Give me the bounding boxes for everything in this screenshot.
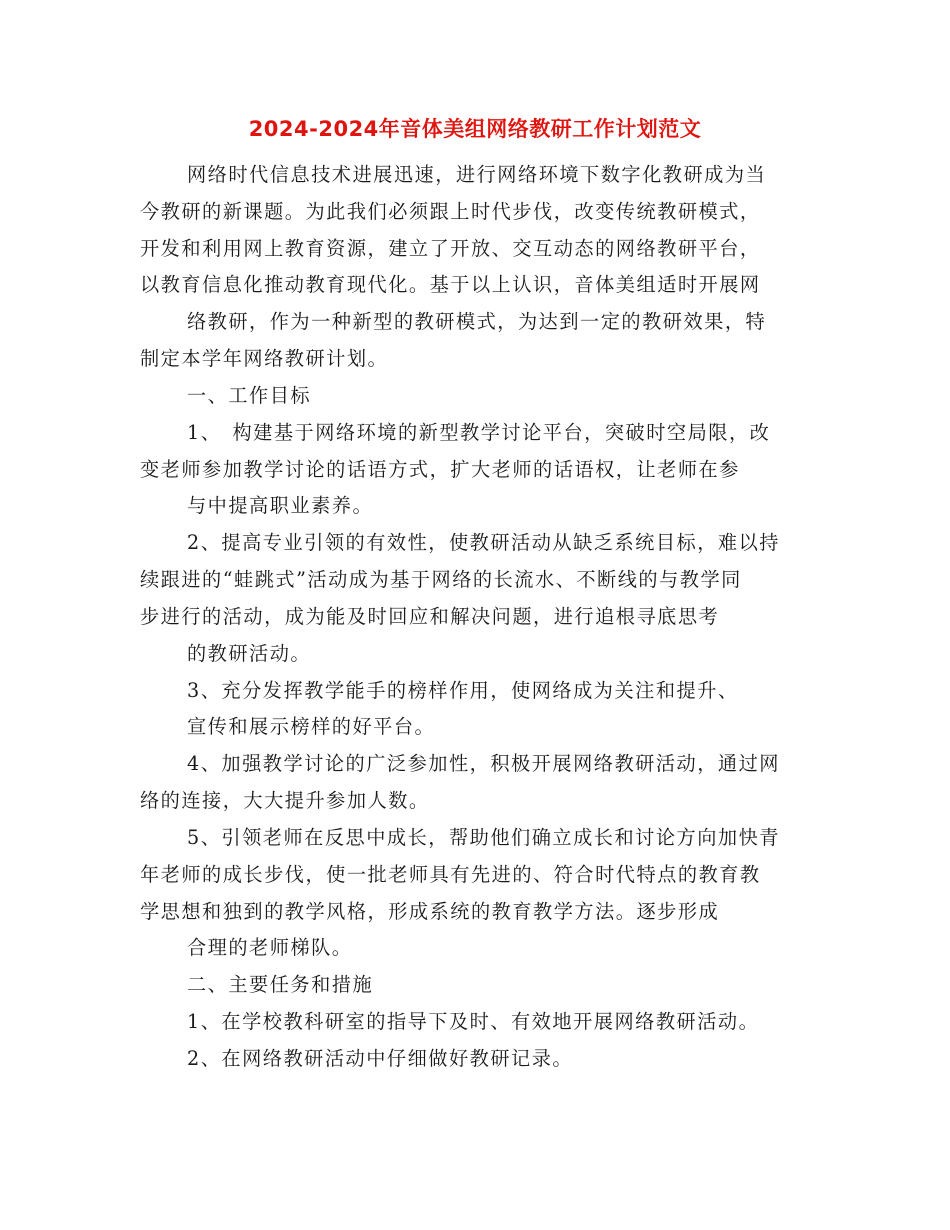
paragraph-line: 学思想和独到的教学风格，形成系统的教育教学方法。逐步形成 xyxy=(140,900,720,923)
paragraph-line: 宣传和展示榜样的好平台。 xyxy=(187,715,436,738)
paragraph-line: 今教研的新课题。为此我们必须跟上时代步伐，改变传统教研模式， xyxy=(140,200,761,223)
paragraph-line: 5、引领老师在反思中成长，帮助他们确立成长和讨论方向加快青 xyxy=(187,826,780,849)
paragraph-line: 络的连接，大大提升参加人数。 xyxy=(140,789,430,812)
paragraph-line: 续跟进的“蛙跳式”活动成为基于网络的长流水、不断线的与教学同 xyxy=(140,568,742,591)
paragraph-line: 1、 构建基于网络环境的新型教学讨论平台，突破时空局限，改 xyxy=(187,421,771,444)
paragraph-line: 2、在网络教研活动中仔细做好教研记录。 xyxy=(187,1047,574,1070)
paragraph-line: 步进行的活动，成为能及时回应和解决问题，进行追根寻底思考 xyxy=(140,605,720,628)
paragraph-line: 与中提高职业素养。 xyxy=(187,494,374,517)
document-title: 2024-2024年音体美组网络教研工作计划范文 xyxy=(248,117,702,141)
paragraph-line: 3、充分发挥教学能手的榜样作用，使网络成为关注和提升、 xyxy=(187,679,739,702)
paragraph-line: 制定本学年网络教研计划。 xyxy=(140,347,389,370)
paragraph-line: 的教研活动。 xyxy=(187,642,312,665)
paragraph-line: 以教育信息化推动教育现代化。基于以上认识，音体美组适时开展网 xyxy=(140,273,761,296)
paragraph-line: 开发和利用网上教育资源，建立了开放、交互动态的网络教研平台， xyxy=(140,237,761,260)
paragraph-line: 年老师的成长步伐，使一批老师具有先进的、符合时代特点的教育教 xyxy=(140,863,761,886)
paragraph-line: 络教研，作为一种新型的教研模式，为达到一定的教研效果，特 xyxy=(187,310,767,333)
paragraph-line: 合理的老师梯队。 xyxy=(187,936,353,959)
paragraph-line: 1、在学校教科研室的指导下及时、有效地开展网络教研活动。 xyxy=(187,1010,760,1033)
section-heading: 一、工作目标 xyxy=(187,384,312,407)
paragraph-line: 4、加强教学讨论的广泛参加性，积极开展网络教研活动，通过网 xyxy=(187,752,780,775)
section-heading: 二、主要任务和措施 xyxy=(187,973,374,996)
paragraph-line: 变老师参加教学讨论的话语方式，扩大老师的话语权，让老师在参 xyxy=(140,458,740,481)
paragraph-line: 网络时代信息技术进展迅速，进行网络环境下数字化教研成为当 xyxy=(187,163,767,186)
paragraph-line: 2、提高专业引领的有效性，使教研活动从缺乏系统目标，难以持 xyxy=(187,531,780,554)
